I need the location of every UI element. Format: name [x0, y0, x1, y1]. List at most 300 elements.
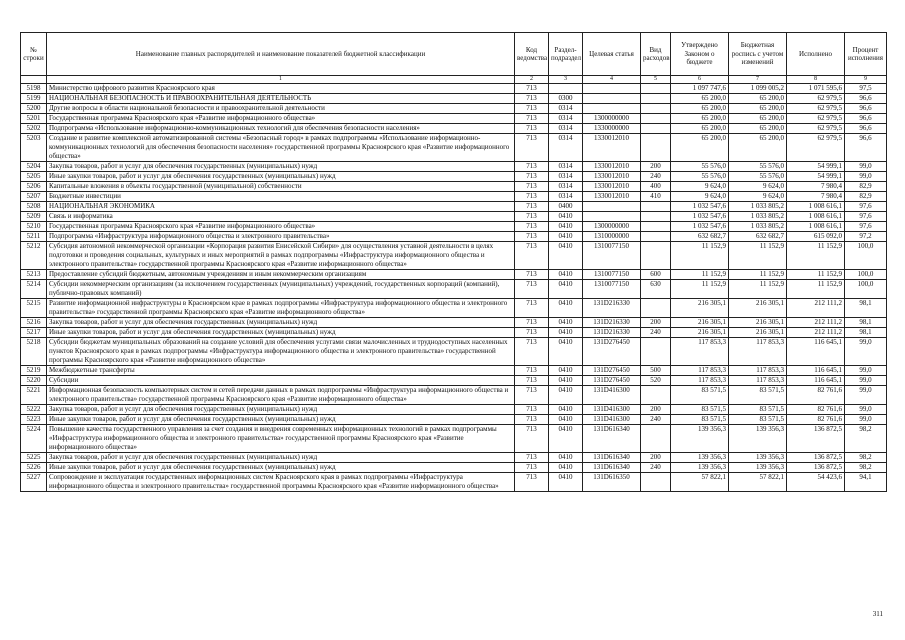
- table-row: [21, 162, 887, 172]
- dept-code-cell: 713: [515, 386, 549, 405]
- approved-amount-cell: 65 200,0: [671, 104, 729, 114]
- header-row-no: № строки: [21, 33, 47, 76]
- row-name-cell: НАЦИОНАЛЬНАЯ БЕЗОПАСНОСТЬ И ПРАВООХРАНИТЕЛЬНАЯ ДЕЯТЕЛЬНОСТЬ: [47, 94, 515, 104]
- expense-type-cell: 200: [641, 162, 671, 172]
- schedule-amount-cell: 65 200,0: [729, 134, 787, 162]
- section-cell: 0410: [549, 212, 583, 222]
- row-number-cell: 5217: [21, 328, 47, 338]
- table-row: [21, 270, 887, 280]
- dept-code-cell: 713: [515, 299, 549, 318]
- row-name-cell: Закупка товаров, работ и услуг для обеспечения государственных (муниципальных) нужд: [47, 405, 515, 415]
- row-number-cell: 5198: [21, 84, 47, 94]
- approved-amount-cell: 139 356,3: [671, 453, 729, 463]
- target-article-cell: 131D416300: [583, 386, 641, 405]
- expense-type-cell: 400: [641, 182, 671, 192]
- executed-amount-cell: 136 872,5: [787, 453, 845, 463]
- approved-amount-cell: 139 356,3: [671, 425, 729, 453]
- target-article-cell: [583, 94, 641, 104]
- executed-amount-cell: 62 979,5: [787, 94, 845, 104]
- schedule-amount-cell: 11 152,9: [729, 270, 787, 280]
- column-number: 6: [671, 76, 729, 84]
- schedule-amount-cell: 1 033 805,2: [729, 222, 787, 232]
- approved-amount-cell: 57 822,1: [671, 473, 729, 492]
- row-number-cell: 5203: [21, 134, 47, 162]
- target-article-cell: 1330012010: [583, 182, 641, 192]
- section-cell: 0410: [549, 232, 583, 242]
- approved-amount-cell: 11 152,9: [671, 270, 729, 280]
- approved-amount-cell: 117 853,3: [671, 376, 729, 386]
- executed-amount-cell: 212 111,2: [787, 318, 845, 328]
- row-number-cell: 5214: [21, 280, 47, 299]
- schedule-amount-cell: 11 152,9: [729, 280, 787, 299]
- approved-amount-cell: 65 200,0: [671, 94, 729, 104]
- section-cell: 0410: [549, 338, 583, 366]
- header-executed: Исполнено: [787, 33, 845, 76]
- row-number-cell: 5208: [21, 202, 47, 212]
- percent-cell: 100,0: [845, 242, 887, 270]
- executed-amount-cell: 11 152,9: [787, 270, 845, 280]
- row-name-cell: Министерство цифрового развития Красноярского края: [47, 84, 515, 94]
- expense-type-cell: [641, 134, 671, 162]
- schedule-amount-cell: 216 305,1: [729, 318, 787, 328]
- target-article-cell: 131D616340: [583, 425, 641, 453]
- column-number: [21, 76, 47, 84]
- section-cell: 0410: [549, 242, 583, 270]
- row-name-cell: Развитие информационной инфраструктуры в Красноярском крае в рамках подпрограммы «Инфраструктура информационного общества и электронного правительства» государственной программы Красноярского края «Развитие информационного общества»: [47, 299, 515, 318]
- header-type: Вид расходов: [641, 33, 671, 76]
- expense-type-cell: [641, 425, 671, 453]
- executed-amount-cell: 82 761,6: [787, 405, 845, 415]
- dept-code-cell: 713: [515, 338, 549, 366]
- expense-type-cell: 240: [641, 415, 671, 425]
- dept-code-cell: 713: [515, 318, 549, 328]
- header-target: Целевая статья: [583, 33, 641, 76]
- expense-type-cell: [641, 386, 671, 405]
- table-row: [21, 318, 887, 328]
- row-number-cell: 5205: [21, 172, 47, 182]
- table-body: [21, 84, 887, 492]
- table-row: [21, 222, 887, 232]
- approved-amount-cell: 1 097 747,6: [671, 84, 729, 94]
- approved-amount-cell: 55 576,0: [671, 162, 729, 172]
- dept-code-cell: 713: [515, 242, 549, 270]
- approved-amount-cell: 65 200,0: [671, 124, 729, 134]
- schedule-amount-cell: 9 624,0: [729, 182, 787, 192]
- section-cell: 0410: [549, 463, 583, 473]
- target-article-cell: 131D276450: [583, 338, 641, 366]
- row-number-cell: 5219: [21, 366, 47, 376]
- approved-amount-cell: 216 305,1: [671, 299, 729, 318]
- percent-cell: 99,0: [845, 405, 887, 415]
- dept-code-cell: 713: [515, 114, 549, 124]
- executed-amount-cell: 136 872,5: [787, 425, 845, 453]
- expense-type-cell: [641, 94, 671, 104]
- row-name-cell: Субсидия автономной некоммерческой организации «Корпорация развития Енисейской Сибири» для осуществления уставной деятельности в целях подготовки и проведения социальных, культурных и иных мероприятий в рамках подпрограммы «Инфраструктура информационного общества и электронного правительства» государственной программы Красноярского края «Развитие информационного общества»: [47, 242, 515, 270]
- percent-cell: 97,6: [845, 202, 887, 212]
- table-row: [21, 338, 887, 366]
- schedule-amount-cell: 83 571,5: [729, 405, 787, 415]
- executed-amount-cell: 62 979,5: [787, 104, 845, 114]
- dept-code-cell: 713: [515, 280, 549, 299]
- executed-amount-cell: 62 979,5: [787, 134, 845, 162]
- row-name-cell: Иные закупки товаров, работ и услуг для обеспечения государственных (муниципальных) нужд: [47, 328, 515, 338]
- percent-cell: 96,6: [845, 134, 887, 162]
- approved-amount-cell: 83 571,5: [671, 415, 729, 425]
- section-cell: 0410: [549, 386, 583, 405]
- target-article-cell: 131D416300: [583, 415, 641, 425]
- row-name-cell: Создание и развитие комплексной автоматизированной системы «Безопасный город» в рамках подпрограммы «Использование информационно-коммуникационных технологий для обеспечения безопасности населения» государственной программы Красноярского края «Развитие информационного общества»: [47, 134, 515, 162]
- executed-amount-cell: 116 645,1: [787, 338, 845, 366]
- percent-cell: 99,0: [845, 376, 887, 386]
- percent-cell: 96,6: [845, 104, 887, 114]
- expense-type-cell: [641, 124, 671, 134]
- section-cell: 0410: [549, 299, 583, 318]
- section-cell: 0410: [549, 270, 583, 280]
- row-number-cell: 5221: [21, 386, 47, 405]
- dept-code-cell: 713: [515, 84, 549, 94]
- approved-amount-cell: 1 032 547,6: [671, 222, 729, 232]
- executed-amount-cell: 1 008 616,1: [787, 202, 845, 212]
- executed-amount-cell: 212 111,2: [787, 299, 845, 318]
- schedule-amount-cell: 55 576,0: [729, 162, 787, 172]
- row-number-cell: 5227: [21, 473, 47, 492]
- expense-type-cell: [641, 232, 671, 242]
- expense-type-cell: 600: [641, 270, 671, 280]
- percent-cell: 100,0: [845, 270, 887, 280]
- dept-code-cell: 713: [515, 376, 549, 386]
- row-name-cell: Субсидии: [47, 376, 515, 386]
- section-cell: 0400: [549, 202, 583, 212]
- row-number-cell: 5226: [21, 463, 47, 473]
- dept-code-cell: 713: [515, 134, 549, 162]
- percent-cell: 98,1: [845, 318, 887, 328]
- executed-amount-cell: 82 761,6: [787, 415, 845, 425]
- column-number: 7: [729, 76, 787, 84]
- budget-table: [20, 32, 887, 492]
- section-cell: 0300: [549, 94, 583, 104]
- row-name-cell: Предоставление субсидий бюджетным, автономным учреждениям и иным некоммерческим организациям: [47, 270, 515, 280]
- percent-cell: 82,9: [845, 192, 887, 202]
- section-cell: 0314: [549, 182, 583, 192]
- row-number-cell: 5216: [21, 318, 47, 328]
- dept-code-cell: 713: [515, 202, 549, 212]
- target-article-cell: 1330012010: [583, 134, 641, 162]
- row-number-cell: 5206: [21, 182, 47, 192]
- header-code: Код ведомства: [515, 33, 549, 76]
- row-name-cell: Подпрограмма «Инфраструктура информационного общества и электронного правительства»: [47, 232, 515, 242]
- row-name-cell: Субсидии некоммерческим организациям (за исключением государственных (муниципальных) учреждений, государственных корпораций (компаний), публично-правовых компаний): [47, 280, 515, 299]
- schedule-amount-cell: 139 356,3: [729, 453, 787, 463]
- row-name-cell: Бюджетные инвестиции: [47, 192, 515, 202]
- schedule-amount-cell: 65 200,0: [729, 94, 787, 104]
- dept-code-cell: 713: [515, 463, 549, 473]
- dept-code-cell: 713: [515, 415, 549, 425]
- schedule-amount-cell: 57 822,1: [729, 473, 787, 492]
- section-cell: 0410: [549, 328, 583, 338]
- dept-code-cell: 713: [515, 222, 549, 232]
- approved-amount-cell: 9 624,0: [671, 182, 729, 192]
- dept-code-cell: 713: [515, 94, 549, 104]
- header-section: Раздел-подраздел: [549, 33, 583, 76]
- expense-type-cell: [641, 114, 671, 124]
- percent-cell: 98,2: [845, 453, 887, 463]
- row-number-cell: 5209: [21, 212, 47, 222]
- executed-amount-cell: 212 111,2: [787, 328, 845, 338]
- executed-amount-cell: 54 999,1: [787, 172, 845, 182]
- executed-amount-cell: 54 999,1: [787, 162, 845, 172]
- table-row: [21, 202, 887, 212]
- target-article-cell: [583, 202, 641, 212]
- executed-amount-cell: 54 423,6: [787, 473, 845, 492]
- executed-amount-cell: 1 071 595,6: [787, 84, 845, 94]
- target-article-cell: 131D216330: [583, 299, 641, 318]
- expense-type-cell: [641, 242, 671, 270]
- dept-code-cell: 713: [515, 232, 549, 242]
- section-cell: 0410: [549, 473, 583, 492]
- section-cell: 0410: [549, 415, 583, 425]
- target-article-cell: 131D416300: [583, 405, 641, 415]
- schedule-amount-cell: 1 099 005,2: [729, 84, 787, 94]
- target-article-cell: 131D616340: [583, 453, 641, 463]
- expense-type-cell: [641, 202, 671, 212]
- approved-amount-cell: 216 305,1: [671, 318, 729, 328]
- schedule-amount-cell: 83 571,5: [729, 415, 787, 425]
- row-number-cell: 5218: [21, 338, 47, 366]
- row-number-cell: 5201: [21, 114, 47, 124]
- percent-cell: 100,0: [845, 280, 887, 299]
- schedule-amount-cell: 216 305,1: [729, 299, 787, 318]
- dept-code-cell: 713: [515, 405, 549, 415]
- column-number: 5: [641, 76, 671, 84]
- schedule-amount-cell: 117 853,3: [729, 376, 787, 386]
- dept-code-cell: 713: [515, 182, 549, 192]
- page-number: 311: [872, 610, 883, 618]
- row-number-cell: 5222: [21, 405, 47, 415]
- row-number-cell: 5223: [21, 415, 47, 425]
- target-article-cell: 1330012010: [583, 172, 641, 182]
- schedule-amount-cell: 117 853,3: [729, 338, 787, 366]
- dept-code-cell: 713: [515, 162, 549, 172]
- expense-type-cell: 500: [641, 366, 671, 376]
- row-name-cell: Государственная программа Красноярского края «Развитие информационного общества»: [47, 222, 515, 232]
- percent-cell: 99,0: [845, 415, 887, 425]
- target-article-cell: 1330012010: [583, 192, 641, 202]
- dept-code-cell: 713: [515, 192, 549, 202]
- percent-cell: 99,0: [845, 366, 887, 376]
- table-row: [21, 376, 887, 386]
- row-number-cell: 5220: [21, 376, 47, 386]
- row-name-cell: Иные закупки товаров, работ и услуг для обеспечения государственных (муниципальных) нужд: [47, 463, 515, 473]
- approved-amount-cell: 83 571,5: [671, 386, 729, 405]
- schedule-amount-cell: 139 356,3: [729, 463, 787, 473]
- target-article-cell: 131D276450: [583, 376, 641, 386]
- table-row: [21, 366, 887, 376]
- dept-code-cell: 713: [515, 212, 549, 222]
- header-percent: Процент исполнения: [845, 33, 887, 76]
- row-name-cell: Информационная безопасность компьютерных систем и сетей передачи данных в рамках подпрограммы «Инфраструктура информационного общества и электронного правительства» государственной программы Красноярского края «Развитие информационного общества»: [47, 386, 515, 405]
- schedule-amount-cell: 1 033 805,2: [729, 202, 787, 212]
- row-name-cell: Межбюджетные трансферты: [47, 366, 515, 376]
- column-number: 4: [583, 76, 641, 84]
- table-row: [21, 415, 887, 425]
- table-row: [21, 114, 887, 124]
- row-name-cell: Закупка товаров, работ и услуг для обеспечения государственных (муниципальных) нужд: [47, 318, 515, 328]
- dept-code-cell: 713: [515, 270, 549, 280]
- target-article-cell: 131D616350: [583, 473, 641, 492]
- percent-cell: 97,6: [845, 212, 887, 222]
- schedule-amount-cell: 216 305,1: [729, 328, 787, 338]
- expense-type-cell: [641, 104, 671, 114]
- target-article-cell: 1330000000: [583, 124, 641, 134]
- budget-table-sheet: [20, 32, 886, 492]
- executed-amount-cell: 62 979,5: [787, 114, 845, 124]
- target-article-cell: 131D216330: [583, 318, 641, 328]
- expense-type-cell: [641, 212, 671, 222]
- column-number: 1: [47, 76, 515, 84]
- expense-type-cell: 240: [641, 463, 671, 473]
- row-number-cell: 5200: [21, 104, 47, 114]
- expense-type-cell: 520: [641, 376, 671, 386]
- executed-amount-cell: 136 872,5: [787, 463, 845, 473]
- row-name-cell: Подпрограмма «Использование информационно-коммуникационных технологий для обеспечения безопасности населения»: [47, 124, 515, 134]
- percent-cell: 96,6: [845, 94, 887, 104]
- percent-cell: 99,0: [845, 386, 887, 405]
- section-cell: 0410: [549, 376, 583, 386]
- executed-amount-cell: 116 645,1: [787, 376, 845, 386]
- approved-amount-cell: 117 853,3: [671, 366, 729, 376]
- executed-amount-cell: 7 980,4: [787, 192, 845, 202]
- expense-type-cell: [641, 299, 671, 318]
- approved-amount-cell: 632 682,7: [671, 232, 729, 242]
- section-cell: [549, 84, 583, 94]
- row-name-cell: Другие вопросы в области национальной безопасности и правоохранительной деятельности: [47, 104, 515, 114]
- row-number-cell: 5199: [21, 94, 47, 104]
- dept-code-cell: 713: [515, 473, 549, 492]
- approved-amount-cell: 1 032 547,6: [671, 212, 729, 222]
- dept-code-cell: 713: [515, 366, 549, 376]
- executed-amount-cell: 1 008 616,1: [787, 212, 845, 222]
- header-schedule: Бюджетная роспись с учетом изменений: [729, 33, 787, 76]
- target-article-cell: 131D276450: [583, 366, 641, 376]
- approved-amount-cell: 9 624,0: [671, 192, 729, 202]
- executed-amount-cell: 615 092,0: [787, 232, 845, 242]
- schedule-amount-cell: 117 853,3: [729, 366, 787, 376]
- table-row: [21, 104, 887, 114]
- table-row: [21, 124, 887, 134]
- executed-amount-cell: 11 152,9: [787, 242, 845, 270]
- schedule-amount-cell: 9 624,0: [729, 192, 787, 202]
- dept-code-cell: 713: [515, 453, 549, 463]
- row-name-cell: Закупка товаров, работ и услуг для обеспечения государственных (муниципальных) нужд: [47, 453, 515, 463]
- expense-type-cell: 200: [641, 318, 671, 328]
- percent-cell: 97,5: [845, 84, 887, 94]
- row-name-cell: Связь и информатика: [47, 212, 515, 222]
- column-number: 2: [515, 76, 549, 84]
- header-approved: Утверждено Законом о бюджете: [671, 33, 729, 76]
- row-name-cell: Закупка товаров, работ и услуг для обеспечения государственных (муниципальных) нужд: [47, 162, 515, 172]
- target-article-cell: 1310077150: [583, 242, 641, 270]
- dept-code-cell: 713: [515, 104, 549, 114]
- percent-cell: 98,2: [845, 425, 887, 453]
- approved-amount-cell: 11 152,9: [671, 242, 729, 270]
- expense-type-cell: 200: [641, 405, 671, 415]
- target-article-cell: 1310077150: [583, 280, 641, 299]
- section-cell: 0314: [549, 134, 583, 162]
- section-cell: 0410: [549, 425, 583, 453]
- table-row: [21, 182, 887, 192]
- row-name-cell: Иные закупки товаров, работ и услуг для обеспечения государственных (муниципальных) нужд: [47, 172, 515, 182]
- row-name-cell: Повышение качества государственного управления за счет создания и внедрения современных информационных технологий в рамках подпрограммы «Инфраструктура информационного общества и электронного правительства» государственной программы Красноярского края «Развитие информационного общества»: [47, 425, 515, 453]
- approved-amount-cell: 117 853,3: [671, 338, 729, 366]
- approved-amount-cell: 65 200,0: [671, 114, 729, 124]
- row-name-cell: НАЦИОНАЛЬНАЯ ЭКОНОМИКА: [47, 202, 515, 212]
- executed-amount-cell: 62 979,5: [787, 124, 845, 134]
- section-cell: 0410: [549, 318, 583, 328]
- row-number-cell: 5210: [21, 222, 47, 232]
- row-number-cell: 5202: [21, 124, 47, 134]
- table-row: [21, 473, 887, 492]
- section-cell: 0314: [549, 104, 583, 114]
- approved-amount-cell: 55 576,0: [671, 172, 729, 182]
- target-article-cell: 1300000000: [583, 114, 641, 124]
- section-cell: 0314: [549, 114, 583, 124]
- schedule-amount-cell: 65 200,0: [729, 104, 787, 114]
- expense-type-cell: 630: [641, 280, 671, 299]
- target-article-cell: 131D216330: [583, 328, 641, 338]
- percent-cell: 96,6: [845, 114, 887, 124]
- schedule-amount-cell: 1 033 805,2: [729, 212, 787, 222]
- percent-cell: 98,2: [845, 463, 887, 473]
- executed-amount-cell: 11 152,9: [787, 280, 845, 299]
- percent-cell: 98,1: [845, 299, 887, 318]
- table-row: [21, 94, 887, 104]
- table-row: [21, 232, 887, 242]
- approved-amount-cell: 65 200,0: [671, 134, 729, 162]
- header-row: [21, 33, 887, 76]
- expense-type-cell: 240: [641, 328, 671, 338]
- section-cell: 0314: [549, 162, 583, 172]
- table-row: [21, 242, 887, 270]
- executed-amount-cell: 82 761,6: [787, 386, 845, 405]
- expense-type-cell: [641, 338, 671, 366]
- percent-cell: 82,9: [845, 182, 887, 192]
- table-row: [21, 405, 887, 415]
- expense-type-cell: [641, 84, 671, 94]
- row-number-cell: 5212: [21, 242, 47, 270]
- schedule-amount-cell: 55 576,0: [729, 172, 787, 182]
- schedule-amount-cell: 632 682,7: [729, 232, 787, 242]
- row-name-cell: Сопровождение и эксплуатация государственных информационных систем Красноярского края в рамках подпрограммы «Инфраструктура информационного общества и электронного правительства» государственной программы Красноярского края «Развитие информационного общества»: [47, 473, 515, 492]
- schedule-amount-cell: 83 571,5: [729, 386, 787, 405]
- section-cell: 0314: [549, 192, 583, 202]
- row-number-cell: 5224: [21, 425, 47, 453]
- approved-amount-cell: 1 032 547,6: [671, 202, 729, 212]
- target-article-cell: 131D616340: [583, 463, 641, 473]
- section-cell: 0410: [549, 405, 583, 415]
- percent-cell: 99,0: [845, 172, 887, 182]
- expense-type-cell: 410: [641, 192, 671, 202]
- target-article-cell: 1310077150: [583, 270, 641, 280]
- row-number-cell: 5215: [21, 299, 47, 318]
- column-number: 9: [845, 76, 887, 84]
- section-cell: 0410: [549, 366, 583, 376]
- table-row: [21, 192, 887, 202]
- approved-amount-cell: 139 356,3: [671, 463, 729, 473]
- header-name: Наименование главных распорядителей и наименование показателей бюджетной классификации: [47, 33, 515, 76]
- target-article-cell: [583, 212, 641, 222]
- table-row: [21, 425, 887, 453]
- table-row: [21, 386, 887, 405]
